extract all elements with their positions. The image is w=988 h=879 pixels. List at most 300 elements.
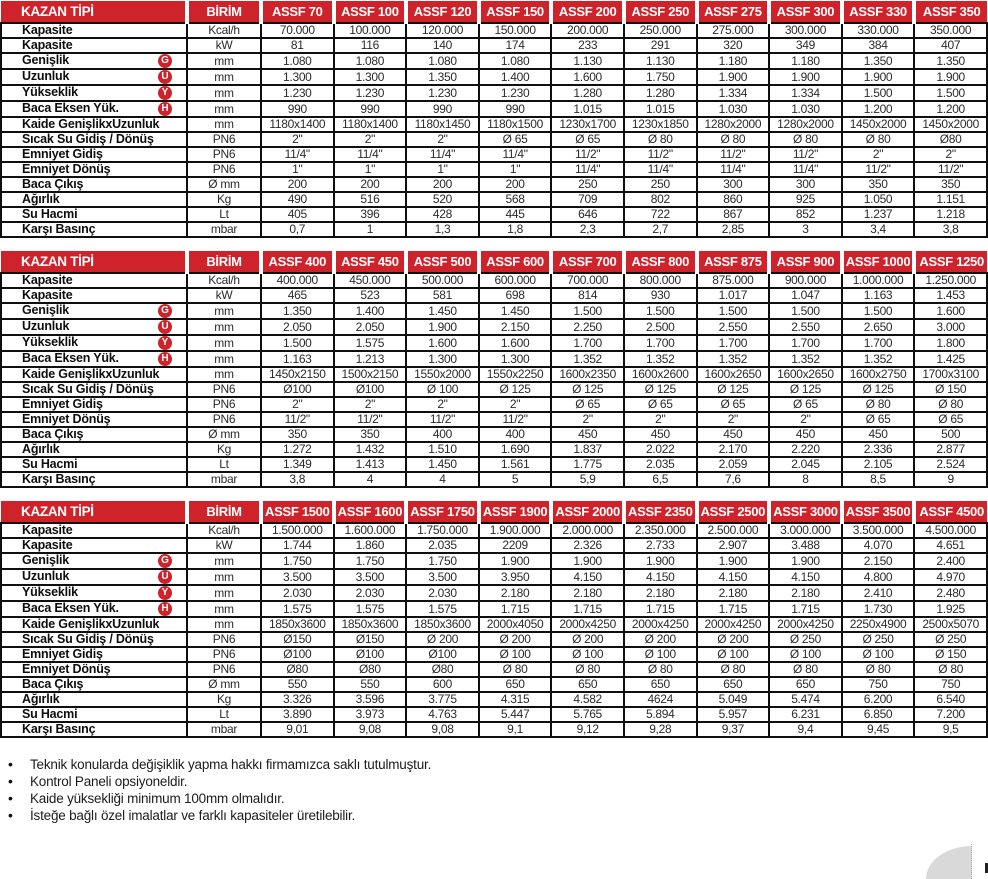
value-cell: 1.715 bbox=[769, 601, 842, 617]
footnote-text: Teknik konularda değişiklik yapma hakkı firmamızca saklı tutulmuştur. bbox=[30, 757, 432, 772]
value-cell: 233 bbox=[551, 38, 624, 53]
unit-cell: mm bbox=[187, 85, 261, 101]
value-cell: 350.000 bbox=[914, 23, 987, 38]
value-cell: 1850x3600 bbox=[261, 617, 334, 632]
row-label-text: Sıcak Su Gidiş / Dönüş bbox=[22, 382, 154, 396]
row-label-text: Uzunluk bbox=[22, 69, 70, 83]
value-cell: 11/2" bbox=[334, 412, 407, 427]
value-cell: 1.715 bbox=[697, 601, 770, 617]
row-label-text: Kaide GenişlikxUzunluk bbox=[22, 117, 160, 131]
value-cell: 11/2" bbox=[624, 147, 697, 162]
footnote bbox=[0, 790, 988, 807]
footnote bbox=[0, 807, 988, 824]
value-cell: 1.272 bbox=[261, 442, 334, 457]
spec-table-section-1 bbox=[0, 1, 988, 238]
value-cell: 4.150 bbox=[769, 569, 842, 585]
value-cell: 2" bbox=[914, 147, 987, 162]
value-cell: Ø 100 bbox=[624, 647, 697, 662]
row-label bbox=[1, 457, 187, 472]
value-cell: 5.957 bbox=[697, 707, 770, 722]
value-cell: 7,6 bbox=[697, 472, 770, 487]
value-cell: 1.015 bbox=[624, 101, 697, 117]
value-cell: 1.280 bbox=[624, 85, 697, 101]
unit-cell: Kcal/h bbox=[187, 23, 261, 38]
value-cell: 1.352 bbox=[551, 351, 624, 367]
unit-cell: Ø mm bbox=[187, 177, 261, 192]
row-label-text: Kapasite bbox=[22, 23, 73, 37]
value-cell: 852 bbox=[769, 207, 842, 222]
value-cell: 2.650 bbox=[842, 319, 915, 335]
value-cell: 1180x1450 bbox=[406, 117, 479, 132]
value-cell: 3.000 bbox=[914, 319, 987, 335]
value-cell: 1.432 bbox=[334, 442, 407, 457]
value-cell: 11/4" bbox=[624, 162, 697, 177]
value-cell: 2.030 bbox=[406, 585, 479, 601]
unit-cell: PN6 bbox=[187, 147, 261, 162]
row-label bbox=[1, 351, 187, 367]
value-cell: 350 bbox=[261, 427, 334, 442]
value-cell: 2.480 bbox=[914, 585, 987, 601]
value-cell: 2" bbox=[479, 397, 552, 412]
row-label bbox=[1, 319, 187, 335]
page-corner-curve bbox=[926, 846, 972, 879]
value-cell: Ø 150 bbox=[914, 382, 987, 397]
unit-cell: PN6 bbox=[187, 132, 261, 147]
value-cell: 11/2" bbox=[479, 412, 552, 427]
row-label-text: Genişlik bbox=[22, 303, 70, 317]
model-header: ASSF 900 bbox=[769, 251, 842, 273]
value-cell: 1" bbox=[261, 162, 334, 177]
value-cell: 700.000 bbox=[551, 273, 624, 288]
value-cell: 3 bbox=[769, 222, 842, 237]
row-label-text: Kaide GenişlikxUzunluk bbox=[22, 367, 160, 381]
row-label bbox=[1, 85, 187, 101]
value-cell: 1.350 bbox=[842, 53, 915, 69]
value-cell: 1.750 bbox=[406, 553, 479, 569]
value-cell: Ø 80 bbox=[769, 132, 842, 147]
value-cell: 1.047 bbox=[769, 288, 842, 303]
value-cell: Ø 125 bbox=[697, 382, 770, 397]
value-cell: 1.050 bbox=[842, 192, 915, 207]
value-cell: 650 bbox=[697, 677, 770, 692]
value-cell: 2.050 bbox=[261, 319, 334, 335]
value-cell: 1.900 bbox=[914, 69, 987, 85]
value-cell: 1.925 bbox=[914, 601, 987, 617]
unit-cell: PN6 bbox=[187, 632, 261, 647]
value-cell: 1.600.000 bbox=[334, 523, 407, 538]
value-cell: 1" bbox=[406, 162, 479, 177]
value-cell: 1.130 bbox=[624, 53, 697, 69]
value-cell: 3.000.000 bbox=[769, 523, 842, 538]
value-cell: 709 bbox=[551, 192, 624, 207]
unit-cell: kW bbox=[187, 538, 261, 553]
dimension-badge-y: Y bbox=[158, 586, 172, 600]
table-row bbox=[1, 69, 987, 85]
value-cell: 1.700 bbox=[697, 335, 770, 351]
value-cell: Ø 65 bbox=[479, 132, 552, 147]
kazan-tipi-header: KAZAN TİPİ bbox=[1, 1, 187, 23]
unit-cell: PN6 bbox=[187, 662, 261, 677]
value-cell: 3,8 bbox=[914, 222, 987, 237]
value-cell: 1.130 bbox=[551, 53, 624, 69]
unit-cell: mm bbox=[187, 319, 261, 335]
value-cell: 1.744 bbox=[261, 538, 334, 553]
value-cell: 5 bbox=[479, 472, 552, 487]
value-cell: 465 bbox=[261, 288, 334, 303]
row-label bbox=[1, 692, 187, 707]
row-label bbox=[1, 677, 187, 692]
value-cell: 1.000.000 bbox=[842, 273, 915, 288]
value-cell: 600.000 bbox=[479, 273, 552, 288]
value-cell: 1.500 bbox=[769, 303, 842, 319]
value-cell: 3.596 bbox=[334, 692, 407, 707]
value-cell: 2209 bbox=[479, 538, 552, 553]
unit-cell: mm bbox=[187, 117, 261, 132]
model-header: ASSF 2350 bbox=[624, 501, 697, 523]
row-label bbox=[1, 472, 187, 487]
model-header: ASSF 800 bbox=[624, 251, 697, 273]
dimension-badge-u: U bbox=[158, 320, 172, 334]
row-label-text: Baca Çıkış bbox=[22, 677, 84, 691]
value-cell: 1.180 bbox=[769, 53, 842, 69]
dimension-badge-g: G bbox=[158, 554, 172, 568]
value-cell: 300 bbox=[697, 177, 770, 192]
unit-cell: mbar bbox=[187, 722, 261, 737]
value-cell: Ø 125 bbox=[551, 382, 624, 397]
row-label-text: Ağırlık bbox=[22, 692, 60, 706]
value-cell: 6,5 bbox=[624, 472, 697, 487]
dimension-badge-u: U bbox=[158, 70, 172, 84]
table-row bbox=[1, 617, 987, 632]
row-label-text: Karşı Basınç bbox=[22, 472, 96, 486]
value-cell: 930 bbox=[624, 288, 697, 303]
row-label-text: Baca Çıkış bbox=[22, 177, 84, 191]
model-header: ASSF 875 bbox=[697, 251, 770, 273]
value-cell: 9,12 bbox=[551, 722, 624, 737]
row-label bbox=[1, 147, 187, 162]
row-label-text: Emniyet Gidiş bbox=[22, 147, 103, 161]
value-cell: 349 bbox=[769, 38, 842, 53]
value-cell: 1.900 bbox=[769, 69, 842, 85]
value-cell: 1.352 bbox=[697, 351, 770, 367]
value-cell: 1.500 bbox=[624, 303, 697, 319]
row-label bbox=[1, 617, 187, 632]
value-cell: Ø 65 bbox=[842, 412, 915, 427]
table-row bbox=[1, 53, 987, 69]
value-cell: 2.000.000 bbox=[551, 523, 624, 538]
value-cell: Ø80 bbox=[914, 132, 987, 147]
table-row bbox=[1, 382, 987, 397]
value-cell: 1.425 bbox=[914, 351, 987, 367]
value-cell: 11/4" bbox=[261, 147, 334, 162]
value-cell: 1280x2000 bbox=[697, 117, 770, 132]
value-cell: 2000x4250 bbox=[551, 617, 624, 632]
value-cell: 2" bbox=[624, 412, 697, 427]
value-cell: 11/2" bbox=[551, 147, 624, 162]
value-cell: 2.550 bbox=[769, 319, 842, 335]
value-cell: 1.500 bbox=[551, 303, 624, 319]
value-cell: 1.017 bbox=[697, 288, 770, 303]
value-cell: 516 bbox=[334, 192, 407, 207]
value-cell: 9,28 bbox=[624, 722, 697, 737]
value-cell: 250 bbox=[624, 177, 697, 192]
unit-cell: mm bbox=[187, 617, 261, 632]
spec-table-3 bbox=[0, 501, 988, 738]
value-cell: 6.850 bbox=[842, 707, 915, 722]
value-cell: 2.250 bbox=[551, 319, 624, 335]
table-row bbox=[1, 662, 987, 677]
unit-cell: mm bbox=[187, 553, 261, 569]
value-cell: 1.080 bbox=[334, 53, 407, 69]
value-cell: 1.500 bbox=[261, 335, 334, 351]
row-label-text: Kapasite bbox=[22, 273, 73, 287]
value-cell: 5.447 bbox=[479, 707, 552, 722]
value-cell: 4.800 bbox=[842, 569, 915, 585]
model-header: ASSF 330 bbox=[842, 1, 915, 23]
value-cell: 1.715 bbox=[479, 601, 552, 617]
value-cell: 1.575 bbox=[334, 601, 407, 617]
value-cell: Ø 100 bbox=[769, 647, 842, 662]
value-cell: 2.035 bbox=[406, 538, 479, 553]
value-cell: 2.180 bbox=[697, 585, 770, 601]
value-cell: Ø150 bbox=[334, 632, 407, 647]
value-cell: 200 bbox=[479, 177, 552, 192]
value-cell: 1.300 bbox=[334, 69, 407, 85]
value-cell: Ø 125 bbox=[769, 382, 842, 397]
value-cell: 1.775 bbox=[551, 457, 624, 472]
value-cell: 1.750 bbox=[261, 553, 334, 569]
value-cell: 11/2" bbox=[769, 147, 842, 162]
value-cell: 11/4" bbox=[769, 162, 842, 177]
table-row bbox=[1, 601, 987, 617]
row-label bbox=[1, 23, 187, 38]
value-cell: 1.450 bbox=[406, 457, 479, 472]
row-label bbox=[1, 553, 187, 569]
value-cell: 400 bbox=[479, 427, 552, 442]
value-cell: 1.350 bbox=[261, 303, 334, 319]
value-cell: 1.900 bbox=[406, 319, 479, 335]
value-cell: Ø80 bbox=[334, 662, 407, 677]
model-header: ASSF 1750 bbox=[406, 501, 479, 523]
value-cell: 1.230 bbox=[479, 85, 552, 101]
table-row bbox=[1, 472, 987, 487]
value-cell: 1180x1400 bbox=[261, 117, 334, 132]
value-cell: 5,9 bbox=[551, 472, 624, 487]
model-header: ASSF 200 bbox=[551, 1, 624, 23]
value-cell: 568 bbox=[479, 192, 552, 207]
unit-cell: Kcal/h bbox=[187, 273, 261, 288]
value-cell: 1550x2250 bbox=[479, 367, 552, 382]
value-cell: 550 bbox=[334, 677, 407, 692]
row-label bbox=[1, 538, 187, 553]
row-label-text: Uzunluk bbox=[22, 319, 70, 333]
value-cell: 200 bbox=[334, 177, 407, 192]
row-label bbox=[1, 132, 187, 147]
spec-table-1 bbox=[0, 1, 988, 238]
row-label-text: Baca Çıkış bbox=[22, 427, 84, 441]
table-row bbox=[1, 367, 987, 382]
row-label bbox=[1, 569, 187, 585]
value-cell: 450 bbox=[551, 427, 624, 442]
model-header: ASSF 350 bbox=[914, 1, 987, 23]
table-row bbox=[1, 85, 987, 101]
table-row bbox=[1, 335, 987, 351]
row-label-text: Sıcak Su Gidiş / Dönüş bbox=[22, 132, 154, 146]
value-cell: 1.352 bbox=[842, 351, 915, 367]
value-cell: 2,85 bbox=[697, 222, 770, 237]
row-label bbox=[1, 101, 187, 117]
model-header: ASSF 300 bbox=[769, 1, 842, 23]
value-cell: 11/4" bbox=[406, 147, 479, 162]
model-header: ASSF 2500 bbox=[697, 501, 770, 523]
value-cell: 2.150 bbox=[842, 553, 915, 569]
value-cell: 1.900 bbox=[697, 69, 770, 85]
row-label bbox=[1, 117, 187, 132]
table-row bbox=[1, 585, 987, 601]
value-cell: 1230x1700 bbox=[551, 117, 624, 132]
value-cell: 450 bbox=[769, 427, 842, 442]
value-cell: 2250x4900 bbox=[842, 617, 915, 632]
value-cell: 11/2" bbox=[261, 412, 334, 427]
value-cell: Ø 100 bbox=[697, 647, 770, 662]
value-cell: 5.474 bbox=[769, 692, 842, 707]
model-header: ASSF 70 bbox=[261, 1, 334, 23]
value-cell: 1600x2650 bbox=[769, 367, 842, 382]
value-cell: 200 bbox=[406, 177, 479, 192]
value-cell: 2" bbox=[261, 132, 334, 147]
value-cell: 1.151 bbox=[914, 192, 987, 207]
unit-cell: mm bbox=[187, 53, 261, 69]
table-row bbox=[1, 538, 987, 553]
value-cell: 3.500 bbox=[261, 569, 334, 585]
value-cell: 6.231 bbox=[769, 707, 842, 722]
value-cell: 1.690 bbox=[479, 442, 552, 457]
value-cell: 2.350.000 bbox=[624, 523, 697, 538]
value-cell: 1.700 bbox=[624, 335, 697, 351]
row-label-text: Baca Eksen Yük. bbox=[22, 101, 119, 115]
row-label bbox=[1, 273, 187, 288]
header-row bbox=[1, 1, 987, 23]
value-cell: 2000x4050 bbox=[479, 617, 552, 632]
birim-header: BİRİM bbox=[187, 1, 261, 23]
row-label-text: Yükseklik bbox=[22, 335, 78, 349]
value-cell: 11/4" bbox=[551, 162, 624, 177]
value-cell: 2.550 bbox=[697, 319, 770, 335]
value-cell: 2,3 bbox=[551, 222, 624, 237]
unit-cell: kW bbox=[187, 38, 261, 53]
value-cell: Ø 150 bbox=[914, 647, 987, 662]
value-cell: 300 bbox=[769, 177, 842, 192]
value-cell: Ø80 bbox=[261, 662, 334, 677]
value-cell: 3.500 bbox=[406, 569, 479, 585]
value-cell: 4 bbox=[406, 472, 479, 487]
row-label bbox=[1, 192, 187, 207]
value-cell: 120.000 bbox=[406, 23, 479, 38]
value-cell: 2000x4250 bbox=[769, 617, 842, 632]
value-cell: 750 bbox=[842, 677, 915, 692]
unit-cell: Ø mm bbox=[187, 427, 261, 442]
value-cell: 990 bbox=[334, 101, 407, 117]
table-row bbox=[1, 427, 987, 442]
value-cell: 200.000 bbox=[551, 23, 624, 38]
footnote bbox=[0, 773, 988, 790]
value-cell: Ø150 bbox=[261, 632, 334, 647]
table-row bbox=[1, 523, 987, 538]
model-header: ASSF 700 bbox=[551, 251, 624, 273]
value-cell: 1.500 bbox=[914, 85, 987, 101]
value-cell: 11/2" bbox=[406, 412, 479, 427]
value-cell: 722 bbox=[624, 207, 697, 222]
value-cell: 291 bbox=[624, 38, 697, 53]
row-label-text: Su Hacmi bbox=[22, 707, 78, 721]
row-label-text: Genişlik bbox=[22, 553, 70, 567]
value-cell: 990 bbox=[479, 101, 552, 117]
value-cell: 9,08 bbox=[406, 722, 479, 737]
row-label-text: Baca Eksen Yük. bbox=[22, 601, 119, 615]
value-cell: 925 bbox=[769, 192, 842, 207]
unit-cell: mm bbox=[187, 601, 261, 617]
value-cell: 4624 bbox=[624, 692, 697, 707]
value-cell: 250.000 bbox=[624, 23, 697, 38]
value-cell: 2.035 bbox=[624, 457, 697, 472]
footnote-text: Kontrol Paneli opsiyoneldir. bbox=[30, 774, 188, 789]
value-cell: Ø 200 bbox=[624, 632, 697, 647]
value-cell: Ø 80 bbox=[697, 662, 770, 677]
value-cell: 2.220 bbox=[769, 442, 842, 457]
value-cell: Ø 250 bbox=[769, 632, 842, 647]
value-cell: 1.349 bbox=[261, 457, 334, 472]
value-cell: 1.300 bbox=[406, 351, 479, 367]
value-cell: 1.350 bbox=[914, 53, 987, 69]
value-cell: 2.410 bbox=[842, 585, 915, 601]
spec-tables-container bbox=[0, 1, 988, 738]
model-header: ASSF 1500 bbox=[261, 501, 334, 523]
header-row bbox=[1, 251, 987, 273]
value-cell: 646 bbox=[551, 207, 624, 222]
value-cell: Ø 65 bbox=[914, 412, 987, 427]
value-cell: 450 bbox=[697, 427, 770, 442]
value-cell: 550 bbox=[261, 677, 334, 692]
unit-cell: Kcal/h bbox=[187, 523, 261, 538]
row-label bbox=[1, 601, 187, 617]
value-cell: 1,3 bbox=[406, 222, 479, 237]
value-cell: 1.250.000 bbox=[914, 273, 987, 288]
table-row bbox=[1, 177, 987, 192]
unit-cell: PN6 bbox=[187, 647, 261, 662]
value-cell: 1230x1850 bbox=[624, 117, 697, 132]
value-cell: 450 bbox=[624, 427, 697, 442]
value-cell: 350 bbox=[914, 177, 987, 192]
value-cell: Ø 80 bbox=[551, 662, 624, 677]
value-cell: 1.163 bbox=[261, 351, 334, 367]
value-cell: 4.500.000 bbox=[914, 523, 987, 538]
value-cell: Ø 65 bbox=[769, 397, 842, 412]
value-cell: 1.575 bbox=[406, 601, 479, 617]
value-cell: 1700x3100 bbox=[914, 367, 987, 382]
value-cell: 1.080 bbox=[261, 53, 334, 69]
value-cell: 1" bbox=[334, 162, 407, 177]
row-label-text: Sıcak Su Gidiş / Dönüş bbox=[22, 632, 154, 646]
value-cell: 1850x3600 bbox=[406, 617, 479, 632]
value-cell: 1.500 bbox=[842, 85, 915, 101]
value-cell: 2" bbox=[697, 412, 770, 427]
value-cell: 490 bbox=[261, 192, 334, 207]
value-cell: 5.765 bbox=[551, 707, 624, 722]
value-cell: 2" bbox=[334, 397, 407, 412]
value-cell: 1.700 bbox=[769, 335, 842, 351]
table-row bbox=[1, 273, 987, 288]
row-label bbox=[1, 222, 187, 237]
